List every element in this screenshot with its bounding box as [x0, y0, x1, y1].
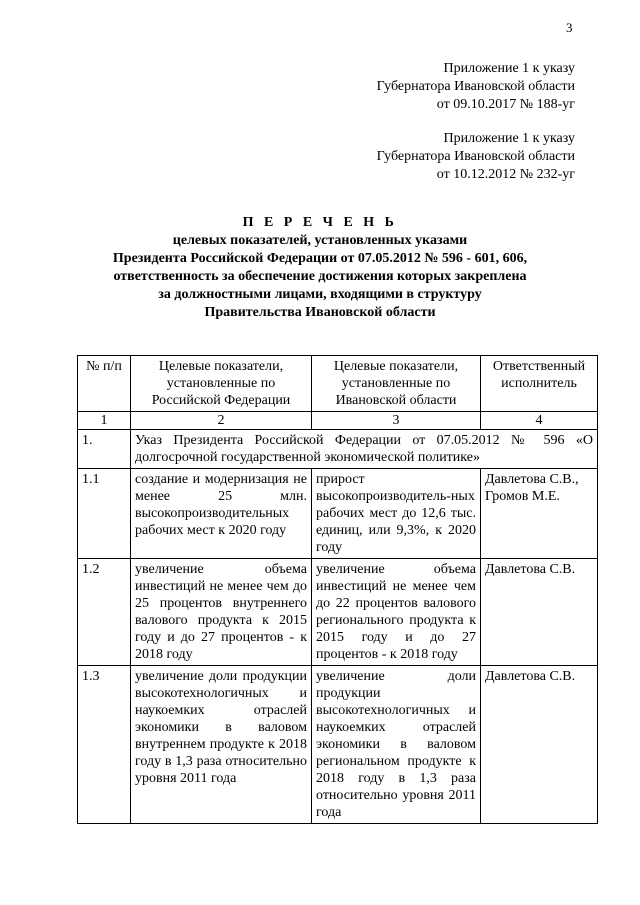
appendix-note-original — [377, 130, 575, 184]
row-number: 1.2 — [78, 559, 131, 666]
row-number: 1.1 — [78, 469, 131, 559]
header-executor: Ответственный исполнитель — [481, 356, 598, 412]
title-heading: П Е Р Е Ч Е Н Ь — [242, 215, 398, 230]
title-line: целевых показателей, установленных указами — [172, 233, 468, 248]
table-row — [78, 666, 598, 824]
column-number-row — [78, 412, 598, 430]
title-line: Правительства Ивановской области — [204, 305, 436, 320]
title-line: ответственность за обеспечение достижения которых закреплена — [113, 269, 527, 284]
rf-indicator: увеличение доли продукции высокотехнологичных и наукоемких отраслей экономики в валовом внутреннем продукте к 2018 году в 1,3 раза относительно уровня 2011 года — [131, 666, 312, 824]
document-title — [0, 214, 640, 322]
appendix-line: Приложение 1 к указу — [443, 131, 575, 146]
page-number: 3 — [566, 20, 573, 35]
table-row — [78, 469, 598, 559]
table-header-row — [78, 356, 598, 412]
executor: Давлетова С.В. — [481, 666, 598, 824]
appendix-line: Приложение 1 к указу — [443, 61, 575, 76]
title-line: Президента Российской Федерации от 07.05.2012 № 596 - 601, 606, — [112, 251, 528, 266]
header-region-indicators: Целевые показатели, установленные по Ивановской области — [312, 356, 481, 412]
region-indicator: увеличение доли продукции высокотехнологичных и наукоемких отраслей экономики в валовом региональном продукте к 2018 году в 1,3 раза относительно уровня 2011 года — [312, 666, 481, 824]
column-number: 2 — [131, 412, 312, 430]
section-row — [78, 430, 598, 469]
executor: Давлетова С.В., Громов М.Е. — [481, 469, 598, 559]
executor: Давлетова С.В. — [481, 559, 598, 666]
column-number: 3 — [312, 412, 481, 430]
appendix-line: от 09.10.2017 № 188-уг — [436, 97, 575, 112]
region-indicator: увеличение объема инвестиций не менее чем до 22 процентов валового регионального продукта к 2015 году и до 27 процентов - к 2018 году — [312, 559, 481, 666]
header-num: № п/п — [78, 356, 131, 412]
row-number: 1.3 — [78, 666, 131, 824]
appendix-line: Губернатора Ивановской области — [376, 79, 575, 94]
appendix-line: от 10.12.2012 № 232-уг — [436, 167, 575, 182]
column-number: 1 — [78, 412, 131, 430]
section-title: Указ Президента Российской Федерации от 07.05.2012 № 596 «О долгосрочной государственной экономической политике» — [131, 430, 598, 469]
region-indicator: прирост высокопроизводитель-ных рабочих мест до 12,6 тыс. единиц, или 9,3%, к 2020 году — [312, 469, 481, 559]
header-rf-indicators: Целевые показатели, установленные по Российской Федерации — [131, 356, 312, 412]
appendix-note-current — [377, 60, 575, 114]
rf-indicator: создание и модернизация не менее 25 млн. высокопроизводительных рабочих мест к 2020 году — [131, 469, 312, 559]
title-line: за должностными лицами, входящими в структуру — [158, 287, 482, 302]
column-number: 4 — [481, 412, 598, 430]
rf-indicator: увеличение объема инвестиций не менее чем до 25 процентов внутреннего валового продукта к 2015 году и до 27 процентов - к 2018 году — [131, 559, 312, 666]
section-number: 1. — [78, 430, 131, 469]
appendix-line: Губернатора Ивановской области — [376, 149, 575, 164]
table-row — [78, 559, 598, 666]
indicators-table — [77, 355, 598, 824]
